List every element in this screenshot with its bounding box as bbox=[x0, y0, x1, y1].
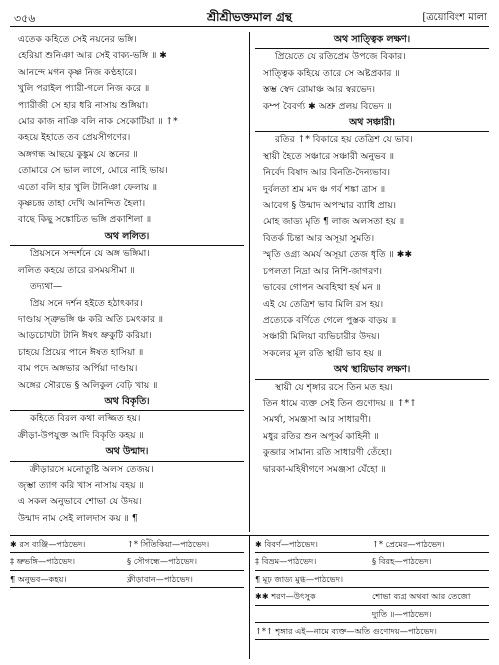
footnote-entry: ↑* সিঁতিকিয়া—পাঠভেদ। bbox=[127, 539, 210, 549]
verse-line: স্থায়ী হৈতে সঞ্চারে সঞ্চারী অনুভব ॥ bbox=[263, 150, 395, 162]
verse-line: প্রিয়সনে সন্দর্শনে যে অঙ্গ ভঙ্গিমা। bbox=[10, 245, 244, 262]
verse-line: কুব্জার সামান্য রতি সাধারণী তেঁহো। bbox=[263, 447, 392, 459]
verse-line: অঙ্গগন্ধ আছয়ে কুঙ্কুম যে স্তনের ॥ bbox=[18, 148, 138, 160]
column-divider bbox=[249, 32, 250, 532]
verse-line: প্রত্যেকে বর্ণিতে গেলে পুস্তক বাড়য় ॥ bbox=[263, 314, 397, 326]
footnote-entry bbox=[255, 606, 372, 622]
verse-line: নির্বেদ বিষাদ আর বিনতি-দৈন্যভাব। bbox=[263, 167, 391, 179]
footnote-row bbox=[255, 553, 489, 570]
footnote-row bbox=[255, 623, 489, 640]
footnote-row bbox=[10, 571, 244, 588]
right-column bbox=[255, 32, 489, 532]
footnote-entry: ‡ বিভ্রম—পাঠভেদ। bbox=[255, 556, 317, 567]
verse-line: মোর কাজ নাঞি বলি নাক সেকোটিয়া ॥ ↑* bbox=[18, 116, 178, 128]
footnote-entry: দ্যুতি ॥—পাঠভেদ। bbox=[372, 608, 432, 619]
footnotes-right bbox=[255, 536, 489, 640]
footnote-row bbox=[255, 606, 489, 623]
footnote-entry: ✱ বিবর্ণ—পাঠভেদ। bbox=[255, 539, 318, 549]
footnote-entry: ‡ ভ্রুভঙ্গি—পাঠভেদ। bbox=[10, 556, 76, 567]
verse-line: দ্বারকা-মহিষীগণে সমঞ্জসা যেঁহো ॥ bbox=[263, 463, 386, 475]
footnote-row bbox=[255, 536, 489, 553]
footnote-divider bbox=[249, 536, 250, 659]
verse-line: ক্রীড়ারসে মনোতুষ্টি অলস তেজয়। bbox=[10, 461, 244, 478]
verse-line: স্থায়ী যে শৃঙ্গার রসে তিন মত হয়। bbox=[255, 379, 489, 396]
verse-line: কহয়ে ইহাতে তব প্রেয়সীগণের। bbox=[18, 132, 131, 144]
page-header bbox=[10, 8, 489, 27]
verse-line: দুর্বলতা শ্রম মদ ঞ্চ গর্ব শঙ্কা ত্রাস ॥ bbox=[263, 183, 386, 195]
section-heading: অথ বিকৃতি। bbox=[104, 395, 150, 407]
footnote-entry: § সৌগন্ধে—পাঠভেদ। bbox=[127, 556, 198, 567]
verse-line: এতো বলি হার খুলি টানিঞা ফেলায় ॥ bbox=[18, 181, 158, 193]
verse-line: আবেগ § উন্মাদ অপস্মার ব্যাধি প্রায়। bbox=[263, 200, 397, 212]
verse-line: রতির ↑* বিকারে হয় তেত্রিশ যে ভাব। bbox=[255, 131, 489, 148]
verse-line: কৃষ্ণচন্দ্র তাহা দেখি আনন্দিত হৈলা। bbox=[18, 198, 146, 210]
verse-line: ললিত কহয়ে তারে রসময়সীমা ॥ bbox=[18, 264, 135, 276]
section-heading: অথ উন্মাদ। bbox=[105, 446, 149, 458]
verse-line: সমর্থা, সমঞ্জসা আর সাধারণী। bbox=[263, 414, 372, 426]
footnote-entry: ✱ রস ব্যঞ্জি—পাঠভেদ। bbox=[10, 539, 86, 549]
section-heading: অথ ললিত। bbox=[104, 230, 150, 242]
page-number: ৩৫৬ bbox=[14, 12, 36, 25]
verse-line: তোমারে সে ভাল লাগে, মোরে নাহি ভায়। bbox=[18, 165, 168, 177]
verse-line: কম্প বৈবর্ণ্য ✱ অশ্রু প্রলয় বিভেদ ॥ bbox=[263, 100, 392, 112]
verse-line: অঙ্গের সৌরভে § অলিকুল বেঢ়ি খায় ॥ bbox=[18, 379, 158, 391]
verse-line: বাম পদে অঙ্গভার অর্পিয়া দাণ্ডায়। bbox=[18, 363, 138, 375]
footnote-entry: ¶ মূঢ় জাড্য মুগ্ধ—পাঠভেদ। bbox=[255, 573, 344, 584]
footnote-entry: ↑* প্রেমের—পাঠভেদ। bbox=[372, 539, 445, 549]
footnote-row bbox=[255, 571, 489, 588]
chapter-label: [ত্রয়োবিংশ মালা bbox=[422, 12, 487, 23]
footnote-entry: § বিরহ—পাঠভেদ। bbox=[372, 556, 432, 567]
section-heading: অথ সাত্ত্বিক লক্ষণ। bbox=[333, 34, 411, 45]
verse-line: তিন ধামে ব্যক্ত সেই তিন গুণোদয় ॥ ↑*↑ bbox=[263, 397, 417, 409]
footnote-row bbox=[10, 536, 244, 553]
verse-line: প্রিয়েতে যে রতিপ্রেম উপজে বিকার। bbox=[255, 48, 489, 65]
footnote-entry: ↑*↑ শৃঙ্গার এই—নামে ব্যক্ত—অতি গুণোদয়—পাঠভেদ। bbox=[255, 625, 437, 636]
verse-line: প্রিয় সনে দর্শন হইতে হঠাৎকার। bbox=[30, 297, 143, 309]
footnote-row bbox=[255, 588, 489, 605]
verse-line: এই যে তেত্রিশ ভাব মিলি রস হয়। bbox=[263, 298, 384, 310]
left-column bbox=[10, 32, 244, 532]
verse-line: সকলের মূল রতি স্থায়ী ভাব হয় ॥ bbox=[263, 347, 382, 359]
verse-line: স্মৃতি ওগ্র্য অমর্য অসূয়া তেজ ধৃতি ॥ ✱✱ bbox=[263, 249, 413, 261]
verse-line: আড়চোখটা টানি ঈষৎ ভ্রুকুটি করিয়া। bbox=[18, 330, 152, 342]
verse-line: মধুর রতির শুন অপূর্ব্ব কাহিনী ॥ bbox=[263, 430, 379, 442]
running-title: শ্রীশ্রীভক্তমাল গ্রন্থ bbox=[207, 10, 292, 24]
verse-line: এতেক কহিতে সেই নয়নের ভঙ্গি। bbox=[18, 34, 137, 45]
verse-line: তদ্যথা— bbox=[30, 281, 63, 293]
verse-line: আনন্দে মগন কৃষ্ণ নিজ কণ্ঠহারে। bbox=[18, 66, 137, 78]
verse-line: সঞ্চারী মিলিয়া ব্যভিচারীর উদয়। bbox=[263, 331, 380, 343]
verse-line: মোহ জাড্য মৃতি ¶ লাজ অলসতা হয় ॥ bbox=[263, 216, 405, 228]
verse-line: প্যারীজী সে হার ধরি নাসায় শুঙ্গিয়া। bbox=[18, 99, 149, 111]
verse-line: স্তম্ভ স্বেদ রোমাঞ্চ আর স্বরভেদ। bbox=[263, 84, 376, 96]
footnote-entry: ¶ অনুভব—কহয়। bbox=[10, 573, 67, 584]
verse-line: বাছে কিছু সঙ্কোচিত ভঙ্গি প্রকাশিলা ॥ bbox=[18, 214, 152, 226]
footnote-entry: শোভা ব্যগ্র অথবা আর তেজো bbox=[372, 591, 471, 602]
verse-line: খুলি পরাইল প্যারী-গলে নিজ করে ॥ bbox=[18, 83, 150, 95]
section-heading: অথ স্থায়িভাব লক্ষণ। bbox=[333, 364, 411, 376]
verse-line: দাণ্ডায় স্ত্রুভঙ্গি ঞ্চ করি অতি চমৎকার ॥ bbox=[18, 313, 164, 325]
verse-line: ক্রীড়া-উপযুক্ত আদি বিকৃতি কহয় ॥ bbox=[18, 429, 144, 441]
footnotes bbox=[10, 535, 489, 659]
verse-line: চাহয়ে প্রিয়ের পানে ঈষত হাসিয়া ॥ bbox=[18, 346, 144, 358]
verse-line: উন্মাদ নাম সেই লালদাস কয় ॥ ¶ bbox=[18, 512, 138, 524]
verse-line: বিতর্ক চিন্তা আর অসূয়া সুমতি। bbox=[263, 232, 375, 244]
verse-line: সাত্ত্বিক কহিয়ে তারে সে অষ্টপ্রকার ॥ bbox=[263, 67, 400, 79]
footnote-row bbox=[10, 553, 244, 570]
page bbox=[10, 8, 489, 658]
footnote-entry: ✱✱ শরণ—উৎসুক bbox=[255, 591, 316, 602]
verse-line: জৃম্ভা ত্যাগ করি খাস নাসায় বহয় ॥ bbox=[18, 479, 144, 491]
footnote-entry: ক্লীড়াবান—পাঠভেদ। bbox=[127, 573, 193, 584]
footnotes-left bbox=[10, 536, 244, 588]
section-heading: অথ সঞ্চারী। bbox=[349, 117, 395, 129]
verse-line: ভাবের গোপন অবহিত্থা হর্ষ মন ॥ bbox=[263, 282, 382, 294]
verse-line: হেরিয়া শুনিঞা আর সেই বাক্য-ভঙ্গি ॥ ✱ bbox=[18, 50, 168, 62]
verse-line: এ সকল অনুভাবে শোভা যে উদয়। bbox=[18, 496, 142, 508]
verse-line: চপলতা নিদ্রা আর নিশি-জাগরণ। bbox=[263, 265, 383, 277]
verse-line: কহিতে বিরল কথা লজ্জিত হয়। bbox=[10, 410, 244, 427]
